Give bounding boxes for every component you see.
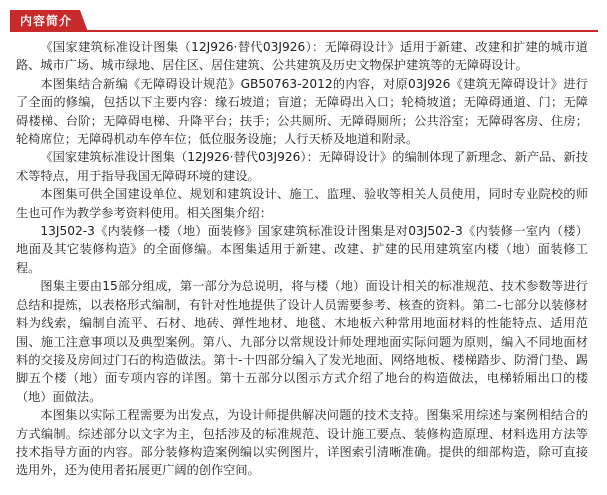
paragraph: 《国家建筑标准设计图集（12J926·替代03J926）：无障碍设计》的编制体现了新理念、新产品、新技术等特点，用于指导我国无障碍环境的建设。	[16, 150, 588, 183]
paragraph: 本图集结合新编《无障碍设计规范》GB50763-2012的内容，对原03J926《建筑无障碍设计》进行了全面的修编，包括以下主要内容：缘石坡道；盲道；无障碍出入口；轮椅坡道；无障碍通道、门；无障碍楼梯、台阶；无障碍电梯、升降平台；扶手；公共厕所、无障碍厕所；公共浴室；无障碍客房、住房；轮椅席位；无障碍机动车停车位；低位服务设施；人行天桥及地道和附录。	[16, 76, 588, 147]
paragraph: 图集主要由15部分组成，第一部分为总说明，将与楼（地）面设计相关的标准规范、技术参数等进行总结和提炼，以表格形式编制，有针对性地提供了设计人员需要参考、核查的资料。第二-七部分以装修材料为线索，编制自流平、石材、地砖、弹性地材、地毯、木地板六种常用地面材料的性能特点、适用范围、施工注意事项以及典型案例。第八、九部分以常规设计师处理地面实际问题为原则，编入不同地面材料的交接及房间过门石的构造做法。第十-十四部分编入了发光地面、网络地板、楼梯踏步、防滑门垫、踢脚五个楼（地）面专项内容的详图。第十五部分以图示方式介绍了地台的构造做法，电梯轿厢出口的楼（地）面做法。	[16, 279, 588, 404]
header-underline	[10, 30, 598, 32]
paragraph: 本图集以实际工程需要为出发点，为设计师提供解决问题的技术支持。图集采用综述与案例相结合的方式编制。综述部分以文字为主，包括涉及的标准规范、设计施工要点、装修构造原理、材料选用方法等技术指导方面的内容。部分装修构造案例编以实例图片，详图索引清晰准确。提供的细部构造，除可直接选用外，还为使用者拓展更广阔的创作空间。	[16, 408, 588, 478]
paragraph: 《国家建筑标准设计图集（12J926·替代03J926）：无障碍设计》适用于新建、改建和扩建的城市道路、城市广场、城市绿地、居住区、居住建筑、公共建筑及历史文物保护建筑等的无障碍设计。	[16, 40, 588, 73]
section-header	[10, 6, 598, 32]
paragraph: 13J502-3《内装修一楼（地）面装修》国家建筑标准设计图集是对03J502-3《内装修一室内（楼）地面及其它装修构造》的全面修编。本图集适用于新建、改建、扩建的民用建筑室内楼（地）面装修工程。	[16, 224, 588, 275]
content-body	[16, 38, 588, 480]
paragraph: 本图集可供全国建设单位、规划和建筑设计、施工、监理、验收等相关人员使用，同时专业院校的师生也可作为教学参考资料使用。相关图集介绍：	[16, 187, 588, 220]
section-title: 内容简介	[20, 14, 73, 28]
